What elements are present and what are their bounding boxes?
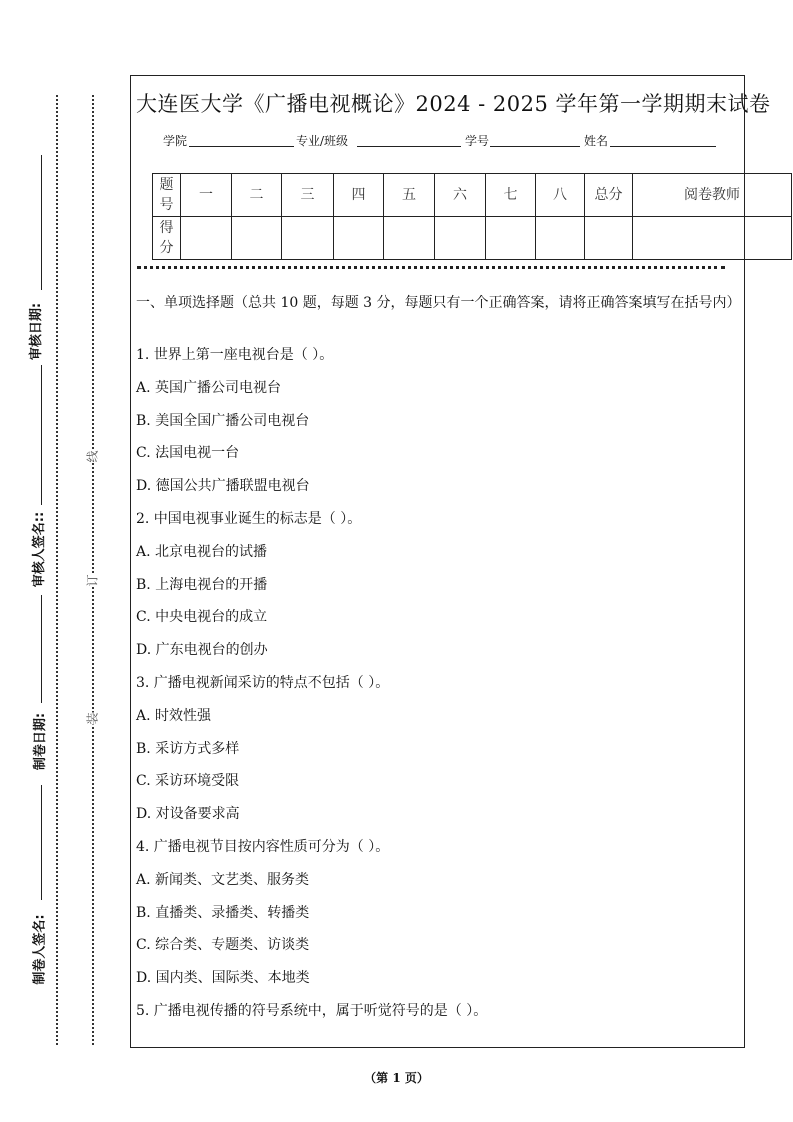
reviewer-sign-line (41, 365, 42, 505)
table-row (153, 174, 792, 217)
score-cell[interactable] (536, 217, 585, 260)
score-cell[interactable] (486, 217, 536, 260)
answer-option: D. 广东电视台的创办 (136, 642, 268, 659)
dotted-separator (137, 266, 725, 269)
score-cell[interactable] (633, 217, 792, 260)
table-cell: 一 (181, 174, 232, 217)
student-id-label: 学号 (465, 134, 490, 148)
table-cell: 题号 (153, 174, 181, 217)
answer-option: C. 中央电视台的成立 (136, 609, 268, 626)
student-id-field[interactable] (490, 146, 580, 147)
table-cell: 总分 (585, 174, 633, 217)
reviewer-sign-label: 审核人签名:: (32, 511, 48, 588)
answer-option: A. 新闻类、文艺类、服务类 (136, 871, 310, 888)
answer-option: D. 对设备要求高 (136, 806, 240, 823)
major-label: 专业/班级 (296, 134, 349, 148)
answer-option: A. 时效性强 (136, 707, 212, 724)
dotted-line-binding (92, 95, 94, 1045)
score-cell[interactable] (232, 217, 282, 260)
answer-option: C. 综合类、专题类、访谈类 (136, 937, 310, 954)
bind-mark-install: 装 (85, 712, 100, 725)
answer-option: D. 德国公共广播联盟电视台 (136, 478, 310, 495)
table-cell: 五 (384, 174, 435, 217)
college-label: 学院 (163, 134, 188, 148)
score-table (152, 173, 792, 260)
table-cell: 二 (232, 174, 282, 217)
score-cell[interactable] (384, 217, 435, 260)
maker-sign-label: 制卷人签名: (32, 914, 48, 985)
bind-mark-line: 线 (85, 450, 100, 463)
maker-sign-line (41, 785, 42, 900)
score-cell[interactable] (585, 217, 633, 260)
answer-option: C. 法国电视一台 (136, 445, 240, 462)
score-cell[interactable] (334, 217, 384, 260)
major-field[interactable] (357, 146, 461, 147)
table-row (153, 217, 792, 260)
section-heading: 一、单项选择题（总共 10 题，每题 3 分，每题只有一个正确答案，请将正确答案填写在括号内） (136, 295, 741, 311)
make-date-line (41, 595, 42, 703)
table-cell: 阅卷教师 (633, 174, 792, 217)
question-stem: 5. 广播电视传播的符号系统中，属于听觉符号的是（ ）。 (136, 1003, 488, 1019)
question-stem: 2. 中国电视事业诞生的标志是（ ）。 (136, 511, 362, 527)
question-stem: 4. 广播电视节目按内容性质可分为（ ）。 (136, 839, 390, 855)
table-cell: 八 (536, 174, 585, 217)
dotted-line-outer (56, 95, 58, 1045)
table-cell: 三 (282, 174, 334, 217)
page-number: （第 1 页） (364, 1071, 429, 1085)
exam-title: 大连医大学《广播电视概论》2024 - 2025 学年第一学期期末试卷 (136, 92, 771, 116)
answer-option: C. 采访环境受限 (136, 773, 240, 790)
answer-option: B. 美国全国广播公司电视台 (136, 412, 310, 429)
score-cell[interactable] (181, 217, 232, 260)
make-date-label: 制卷日期: (33, 712, 49, 771)
answer-option: B. 直播类、录播类、转播类 (136, 904, 310, 921)
answer-option: B. 采访方式多样 (136, 740, 240, 757)
table-cell: 四 (334, 174, 384, 217)
answer-option: D. 国内类、国际类、本地类 (136, 970, 310, 987)
answer-option: A. 英国广播公司电视台 (136, 379, 282, 396)
name-label: 姓名 (584, 134, 609, 148)
table-cell: 七 (486, 174, 536, 217)
review-date-label: 审核日期: (29, 302, 45, 361)
college-field[interactable] (189, 146, 294, 147)
question-stem: 3. 广播电视新闻采访的特点不包括（ ）。 (136, 675, 390, 691)
table-cell: 得分 (153, 217, 181, 260)
name-field[interactable] (610, 146, 716, 147)
review-date-line (41, 155, 42, 290)
answer-option: A. 北京电视台的试播 (136, 543, 268, 560)
score-cell[interactable] (282, 217, 334, 260)
score-cell[interactable] (435, 217, 486, 260)
table-cell: 六 (435, 174, 486, 217)
bind-mark-order: 订 (85, 574, 100, 587)
question-stem: 1. 世界上第一座电视台是（ ）。 (136, 347, 334, 363)
answer-option: B. 上海电视台的开播 (136, 576, 268, 593)
